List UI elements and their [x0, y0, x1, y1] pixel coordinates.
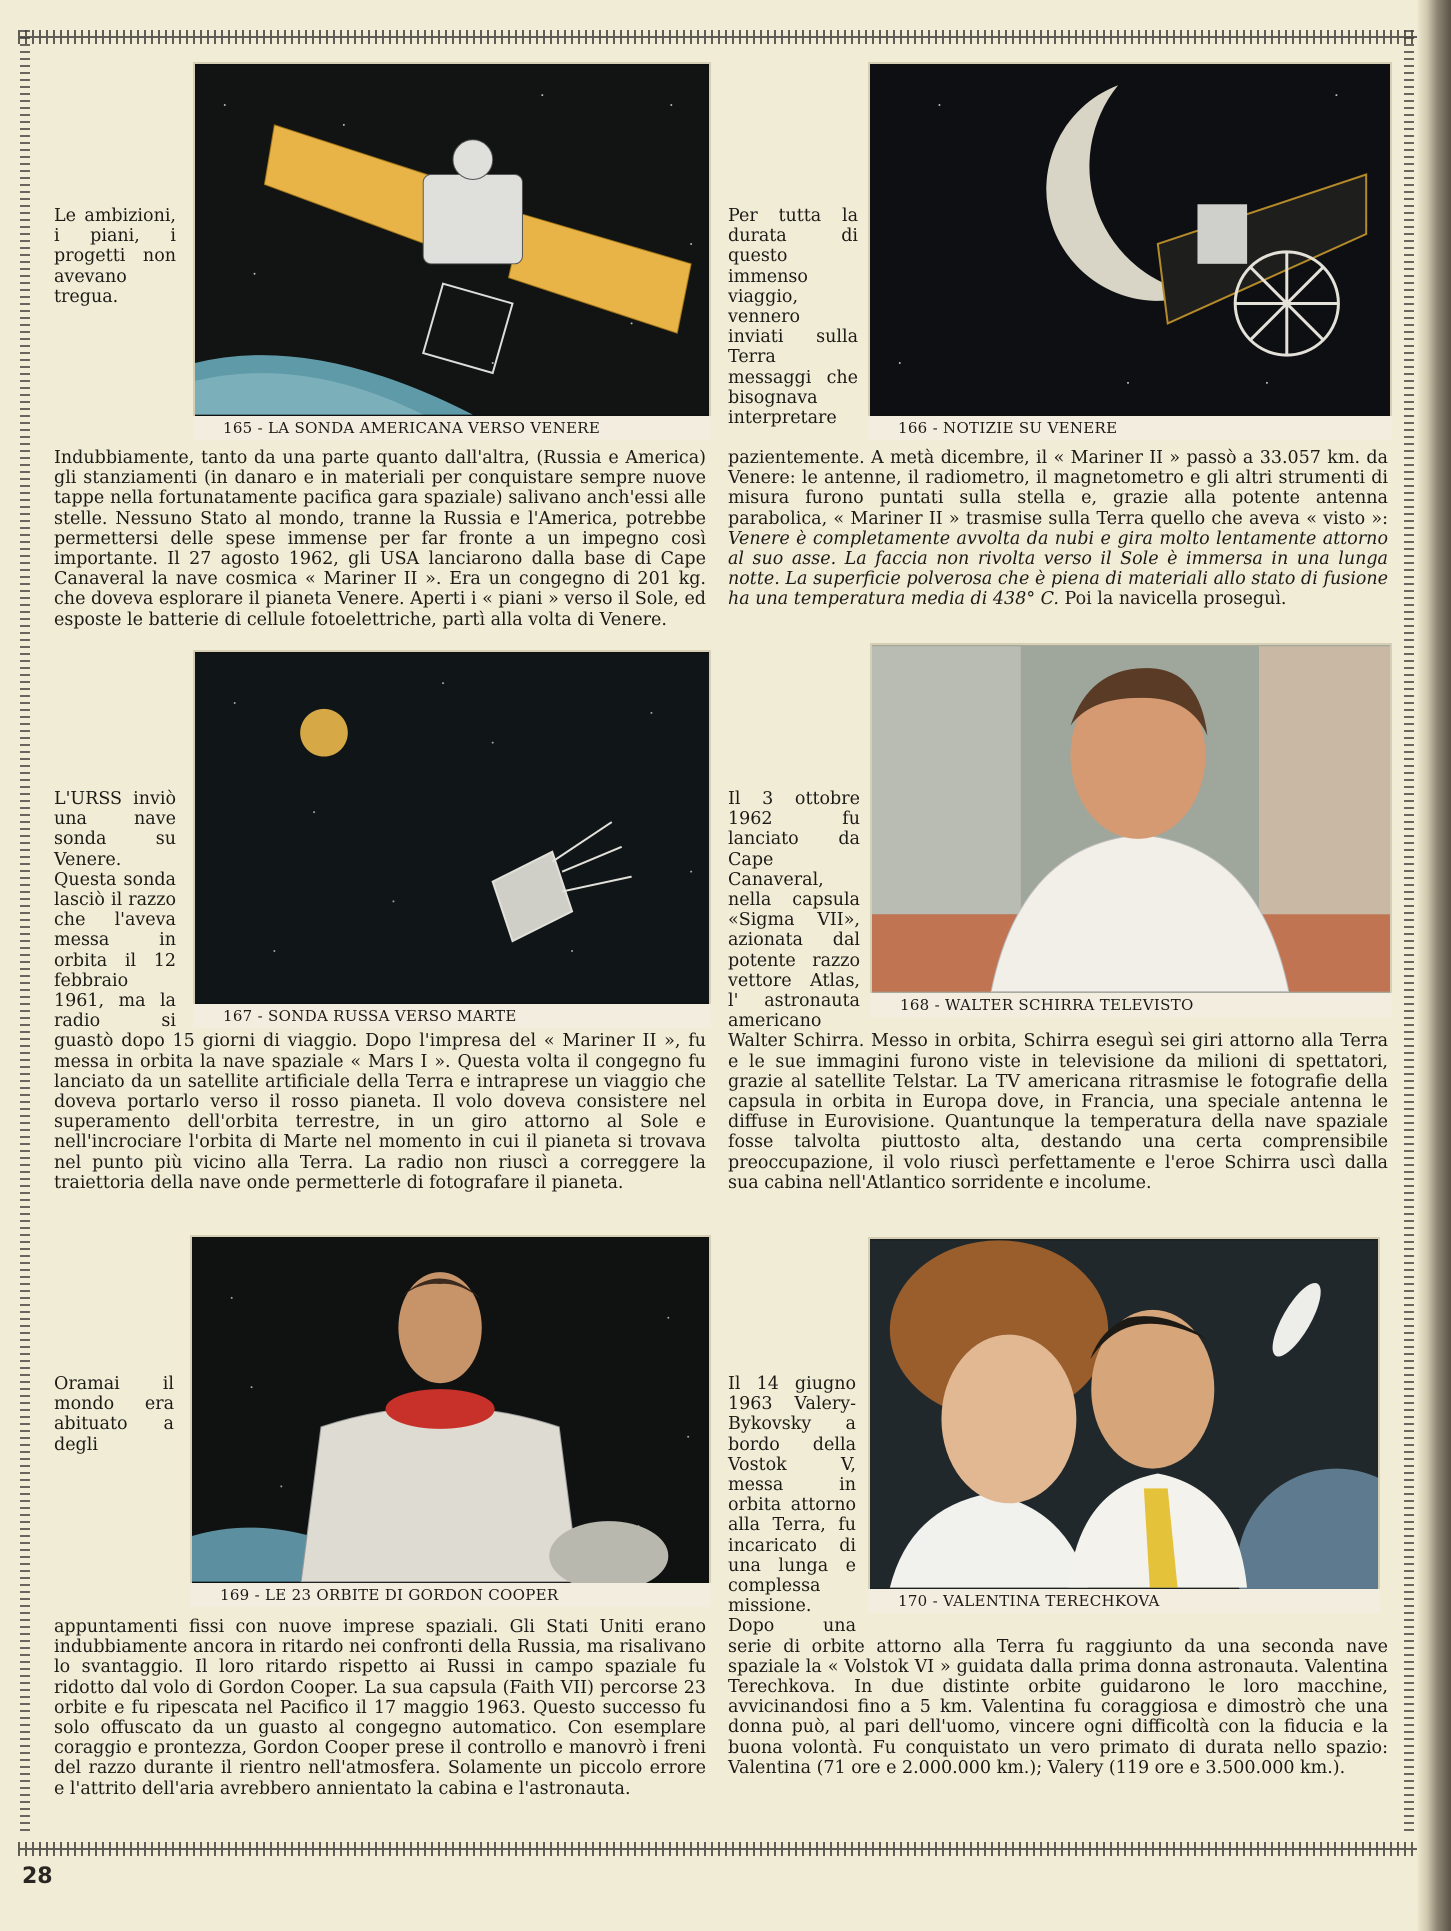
top-greek-border — [18, 30, 1433, 44]
venus-text-end: Poi la navicella proseguì. — [1058, 589, 1287, 610]
caption-169: 169 - LE 23 ORBITE DI GORDON COOPER — [190, 1583, 711, 1607]
caption-170: 170 - VALENTINA TERECHKOVA — [868, 1589, 1380, 1613]
text-block-urss: L'URSS inviò una nave sonda su Venere. Questa sonda lasciò il razzo che l'aveva messa in orbita il 12 febbraio 1961, ma la radio si guastò dopo 15 giorni di viaggio. Dopo l'impresa del « Mariner II », fu messa in orbita la nave spaziale « Mars I ». Questa volta il congegno fu lanciato da un satellite artificiale della Terra e intraprese un viaggio che doveva portarlo verso il rosso pianeta. Il volo doveva consistere nel superamento dell'orbita terrestre, in un giro attorno al Sole e nell'incrociare l'orbita di Marte nel momento in cui il pianeta si trovava nel punto più vicino alla Terra. La radio non riuscì a correggere la traiettoria della nave onde permetterle di fotografare il pianeta. — [54, 789, 706, 1193]
bottom-greek-border — [18, 1842, 1433, 1856]
text-block-cooper: Oramai il mondo era abituato a degli appuntamenti fissi con nuove imprese spaziali. Gli Stati Uniti erano indubbiamente ancora in ritardo nei confronti della Russia, ma risalivano lo svantaggio. Il loro ritardo rispetto ai Russi in campo spaziale fu ridotto dal volo di Gordon Cooper. La sua capsula (Faith VII) percorse 23 orbite e fu ripescata nel Pacifico il 17 maggio 1963. Questo successo fu solo offuscato da un guasto al congegno automatico. Con esemplare coraggio e prontezza, Gordon Cooper prese il controllo e manovrò i freni del razzo durante il rientro nell'atmosfera. Solamente un piccolo errore e l'attrito dell'aria avrebbero annientato la cabina e l'astronauta. — [54, 1374, 706, 1799]
venus-text-intro: Per tutta la durata di questo immenso viaggio, vennero inviati sulla Terra messaggi che bisognava interpretare pazientemente. A metà dicembre, il « Mariner II » passò a 33.057 km. da Venere: le antenne, il radiometro, il magnetometro e gli altri strumenti di misura furono puntati sulla stella e, grazie alla potente antenna parabolica, « Mariner II » trasmise sulla Terra quello che aveva « visto »: — [728, 206, 1388, 529]
page-edge-shadow — [1417, 0, 1451, 1931]
text-block-venus-findings — [728, 206, 1388, 610]
page-number: 28 — [22, 1864, 53, 1889]
text-block-terechkova: Il 14 giugno 1963 Valery-Bykovsky a bordo della Vostok V, messa in orbita attorno alla Terra, fu incaricato di una lunga e complessa missione. Dopo una serie di orbite attorno alla Terra fu raggiunto da una seconda nave spaziale la « Volstok VI » guidata dalla prima donna astronauta. Valentina Terechkova. In due distinte orbite guidarono le loro macchine, avvicinandosi fino a 5 km. Valentina fu coraggiosa e dimostrò che una donna può, al pari dell'uomo, vincere ogni difficoltà con la fiducia e la buona volontà. Fu conquistato un vero primato di durata nello spazio: Valentina (71 ore e 2.000.000 km.); Valery (119 ore e 3.500.000 km.). — [728, 1374, 1388, 1778]
venus-quote-italic: Venere è completamente avvolta da nubi e gira molto lentamente attorno al suo asse. La faccia non rivolta verso il Sole è immersa in una lunga notte. La superficie polverosa che è piena di materiali allo stato di fusione ha una temperatura media di 438° C. — [728, 528, 1388, 610]
caption-165: 165 - LA SONDA AMERICANA VERSO VENERE — [193, 416, 711, 440]
caption-166: 166 - NOTIZIE SU VENERE — [868, 416, 1392, 440]
caption-167: 167 - SONDA RUSSA VERSO MARTE — [193, 1004, 711, 1028]
right-greek-border — [1404, 30, 1414, 1831]
text-block-mariner: Le ambizioni, i piani, i progetti non avevano tregua. Indubbiamente, tanto da una parte quanto dall'altra, (Russia e America) gli stanziamenti (in danaro e in materiali per conquistare sempre nuove tappe nella fortunatamente pacifica gara spaziale) salivano anch'essi alle stelle. Nessuno Stato al mondo, tranne la Russia e l'America, potrebbe permettersi delle spese immense per far fronte a un impegno così importante. Il 27 agosto 1962, gli USA lanciarono dalla base di Cape Canaveral la nave cosmica « Mariner II ». Era un congegno di 201 kg. che doveva esplorare il pianeta Venere. Aperti i « piani » verso il Sole, ed esposte le batterie di cellule fotoelettriche, partì alla volta di Venere. — [54, 206, 706, 630]
left-greek-border — [20, 30, 30, 1831]
caption-168: 168 - WALTER SCHIRRA TELEVISTO — [870, 993, 1392, 1017]
text-block-schirra: Il 3 ottobre 1962 fu lanciato da Cape Canaveral, nella capsula «Sigma VII», azionata dal potente razzo vettore Atlas, l' astronauta americano Walter Schirra. Messo in orbita, Schirra eseguì sei giri attorno alla Terra e le sue immagini furono viste in televisione da milioni di spettatori, grazie al satellite Telstar. La TV americana ritrasmise le fotografie della capsula in orbita in Europa dove, in Francia, una speciale antenna le diffuse in Eurovisione. Quantunque la temperatura della nave spaziale fosse talvolta piuttosto alta, destando una certa comprensibile preoccupazione, il volo riuscì perfettamente e l'eroe Schirra uscì dalla sua cabina nell'Atlantico sorridente e incolume. — [728, 789, 1388, 1193]
